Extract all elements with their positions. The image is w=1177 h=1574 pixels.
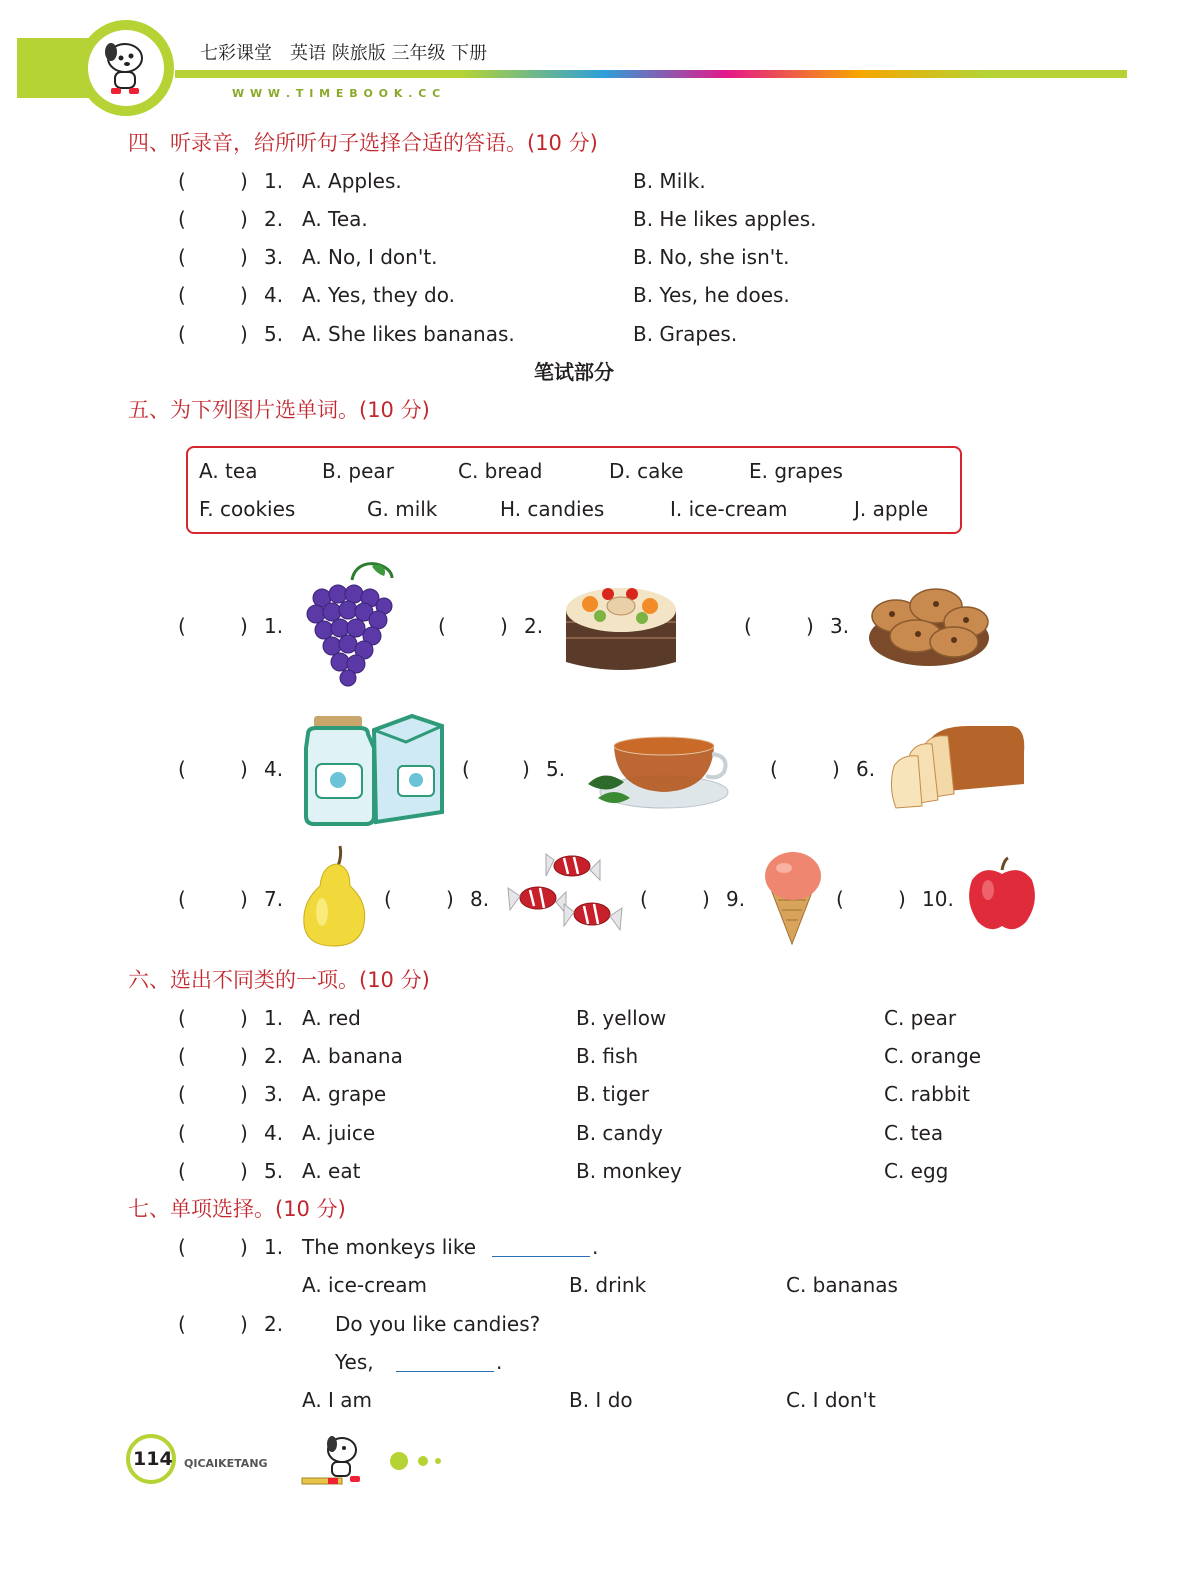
item-number: 4.: [264, 283, 284, 307]
answer-bracket-close: ): [240, 1235, 248, 1259]
header-rainbow-line: [175, 70, 1127, 78]
answer-bracket-open: (: [178, 245, 186, 269]
word-bank-item: D. cake: [609, 459, 684, 483]
answer-bracket-open: (: [178, 1121, 186, 1145]
apple-icon: [966, 856, 1038, 932]
word-bank-item: B. pear: [322, 459, 394, 483]
candies-icon: [502, 852, 626, 944]
written-part-title: 笔试部分: [534, 360, 614, 384]
section7-heading: 七、单项选择。(10 分): [128, 1197, 346, 1221]
option-a: A. eat: [302, 1159, 361, 1183]
answer-bracket-open: (: [178, 1235, 186, 1259]
option-a: A. Tea.: [302, 207, 368, 231]
answer-bracket-open: (: [178, 1082, 186, 1106]
answer-bracket-open: (: [462, 757, 470, 781]
answer-bracket-close: ): [806, 614, 814, 638]
answer-bracket-close: ): [240, 614, 248, 638]
answer-bracket-open: (: [178, 283, 186, 307]
word-bank-item: F. cookies: [199, 497, 296, 521]
section5-heading: 五、为下列图片选单词。(10 分): [128, 398, 430, 422]
option-c: C. orange: [884, 1044, 982, 1068]
footer-dot-small: [435, 1458, 441, 1464]
option-a: A. grape: [302, 1082, 387, 1106]
option-b: B. yellow: [576, 1006, 667, 1030]
milk-icon: [302, 708, 446, 828]
answer-bracket-close: ): [240, 283, 248, 307]
item-number: 1.: [264, 1235, 284, 1259]
picture-number: 3.: [830, 614, 850, 638]
answer-bracket-open: (: [178, 322, 186, 346]
picture-number: 1.: [264, 614, 284, 638]
option-a: A. No, I don't.: [302, 245, 438, 269]
option-a: A. red: [302, 1006, 361, 1030]
answer-bracket-open: (: [178, 1312, 186, 1336]
dog-mascot-icon: [95, 36, 157, 100]
item-number: 2.: [264, 1312, 284, 1336]
option-c: C. egg: [884, 1159, 949, 1183]
header-title: 七彩课堂 英语 陕旅版 三年级 下册: [200, 43, 488, 64]
answer-bracket-open: (: [178, 1159, 186, 1183]
word-bank-item: H. candies: [500, 497, 605, 521]
word-bank-item: I. ice-cream: [670, 497, 788, 521]
answer-bracket-open: (: [836, 887, 844, 911]
header-website: W W W . T I M E B O O K . C C: [232, 87, 442, 100]
question-end: .: [592, 1235, 599, 1259]
footer-brand: QICAIKETANG: [184, 1457, 268, 1470]
ice-cream-icon: [760, 848, 826, 946]
answer-bracket-close: ): [240, 245, 248, 269]
page-number: 114: [133, 1448, 173, 1470]
answer-bracket-open: (: [178, 1006, 186, 1030]
word-bank-item: A. tea: [199, 459, 258, 483]
answer-bracket-open: (: [744, 614, 752, 638]
option-b: B. monkey: [576, 1159, 682, 1183]
tea-icon: [584, 720, 732, 816]
option-b: B. fish: [576, 1044, 639, 1068]
answer-bracket-close: ): [240, 1312, 248, 1336]
bread-icon: [888, 722, 1028, 812]
option-a: A. ice-cream: [302, 1273, 427, 1297]
option-c: C. pear: [884, 1006, 957, 1030]
option-c: C. I don't: [786, 1388, 876, 1412]
option-a: A. Apples.: [302, 169, 402, 193]
word-bank-item: G. milk: [367, 497, 438, 521]
answer-bracket-close: ): [240, 1044, 248, 1068]
answer-bracket-close: ): [702, 887, 710, 911]
answer-bracket-close: ): [898, 887, 906, 911]
option-a: A. I am: [302, 1388, 373, 1412]
answer-bracket-open: (: [438, 614, 446, 638]
option-b: B. Milk.: [633, 169, 706, 193]
item-number: 3.: [264, 245, 284, 269]
option-b: B. No, she isn't.: [633, 245, 790, 269]
option-a: A. Yes, they do.: [302, 283, 455, 307]
answer-bracket-open: (: [178, 169, 186, 193]
answer-bracket-open: (: [770, 757, 778, 781]
item-number: 5.: [264, 322, 284, 346]
option-b: B. I do: [569, 1388, 633, 1412]
item-number: 2.: [264, 207, 284, 231]
question-line2: Yes,: [335, 1350, 374, 1374]
fill-in-blank[interactable]: [492, 1238, 590, 1257]
word-bank-item: C. bread: [458, 459, 543, 483]
picture-number: 4.: [264, 757, 284, 781]
cake-icon: [560, 570, 682, 676]
answer-bracket-close: ): [240, 1006, 248, 1030]
option-c: C. rabbit: [884, 1082, 970, 1106]
picture-number: 2.: [524, 614, 544, 638]
answer-bracket-close: ): [240, 1121, 248, 1145]
answer-bracket-close: ): [522, 757, 530, 781]
fill-in-blank[interactable]: [396, 1353, 494, 1372]
dog-mascot-icon: [298, 1432, 374, 1490]
picture-number: 6.: [856, 757, 876, 781]
option-c: C. bananas: [786, 1273, 898, 1297]
item-number: 2.: [264, 1044, 284, 1068]
picture-number: 7.: [264, 887, 284, 911]
question-end: .: [496, 1350, 503, 1374]
answer-bracket-close: ): [240, 322, 248, 346]
answer-bracket-close: ): [240, 887, 248, 911]
item-number: 5.: [264, 1159, 284, 1183]
answer-bracket-open: (: [178, 887, 186, 911]
answer-bracket-close: ): [240, 1082, 248, 1106]
section6-heading: 六、选出不同类的一项。(10 分): [128, 968, 430, 992]
picture-number: 10.: [922, 887, 954, 911]
option-a: A. juice: [302, 1121, 376, 1145]
answer-bracket-close: ): [240, 757, 248, 781]
option-a: A. She likes bananas.: [302, 322, 515, 346]
answer-bracket-close: ): [240, 207, 248, 231]
item-number: 1.: [264, 169, 284, 193]
question-stem: Do you like candies?: [335, 1312, 541, 1336]
answer-bracket-open: (: [384, 887, 392, 911]
footer-dot-medium: [418, 1456, 428, 1466]
word-bank-item: E. grapes: [749, 459, 843, 483]
answer-bracket-open: (: [178, 614, 186, 638]
option-b: B. He likes apples.: [633, 207, 817, 231]
item-number: 3.: [264, 1082, 284, 1106]
answer-bracket-close: ): [832, 757, 840, 781]
option-b: B. drink: [569, 1273, 647, 1297]
option-b: B. candy: [576, 1121, 663, 1145]
option-c: C. tea: [884, 1121, 944, 1145]
option-a: A. banana: [302, 1044, 403, 1068]
question-stem: The monkeys like: [302, 1235, 477, 1259]
answer-bracket-close: ): [500, 614, 508, 638]
answer-bracket-close: ): [446, 887, 454, 911]
answer-bracket-open: (: [178, 1044, 186, 1068]
answer-bracket-close: ): [240, 169, 248, 193]
option-b: B. Yes, he does.: [633, 283, 790, 307]
option-b: B. Grapes.: [633, 322, 738, 346]
grapes-icon: [302, 558, 398, 692]
answer-bracket-close: ): [240, 1159, 248, 1183]
item-number: 1.: [264, 1006, 284, 1030]
picture-number: 5.: [546, 757, 566, 781]
picture-number: 9.: [726, 887, 746, 911]
answer-bracket-open: (: [178, 207, 186, 231]
word-bank-item: J. apple: [854, 497, 929, 521]
answer-bracket-open: (: [640, 887, 648, 911]
section4-heading: 四、听录音，给所听句子选择合适的答语。(10 分): [128, 131, 598, 155]
option-b: B. tiger: [576, 1082, 650, 1106]
item-number: 4.: [264, 1121, 284, 1145]
answer-bracket-open: (: [178, 757, 186, 781]
pear-icon: [298, 842, 372, 950]
cookies-icon: [866, 576, 992, 670]
footer-dot-large: [390, 1452, 408, 1470]
picture-number: 8.: [470, 887, 490, 911]
